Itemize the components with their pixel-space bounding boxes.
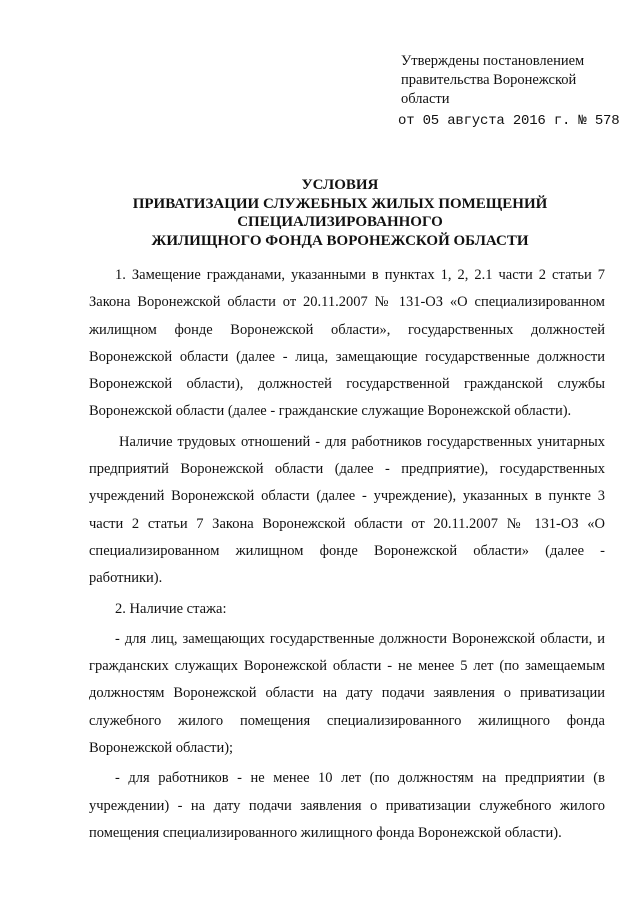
title-line: СПЕЦИАЛИЗИРОВАННОГО <box>237 214 443 230</box>
approval-line: области <box>401 91 450 107</box>
approval-line: правительства Воронежской <box>401 72 577 88</box>
document-title <box>60 176 620 250</box>
title-line: ПРИВАТИЗАЦИИ СЛУЖЕБНЫХ ЖИЛЫХ ПОМЕЩЕНИЙ <box>132 195 548 212</box>
paragraph-item-2: 2. Наличие стажа: <box>115 600 227 617</box>
decree-stamp: от 05 августа 2016 г. № 578 <box>398 113 620 129</box>
approval-line: Утверждены постановлением <box>401 53 585 69</box>
paragraph-bullet-officials: - для лиц, замещающих государственные должности Воронежской области, и гражданских служащих Воронежской области - не менее 5 лет (по замещаемым должностям Воронежской области на дату подачи заявления о приватизации служебного жилого помещения специализированного жилищного фонда Воронежской области); <box>89 630 605 757</box>
approval-note <box>401 52 584 109</box>
paragraph-labor-relations: Наличие трудовых отношений - для работников государственных унитарных предприятий Воронежской области (далее - предприятие), государственных учреждений Воронежской области (далее - учреждение), указанных в пункте 3 части 2 статьи 7 Закона Воронежской области от 20.11.2007 № 131-ОЗ «О специализированном жилищном фонде Воронежской области» (далее - работники). <box>89 433 605 587</box>
title-line: УСЛОВИЯ <box>301 177 379 193</box>
title-line: ЖИЛИЩНОГО ФОНДА ВОРОНЕЖСКОЙ ОБЛАСТИ <box>151 232 529 249</box>
paragraph-bullet-workers: - для работников - не менее 10 лет (по должностям на предприятии (в учреждении) - на дату подачи заявления о приватизации служебного жилого помещения специализированного жилищного фонда Воронежской области). <box>89 770 605 841</box>
document-body <box>89 262 605 850</box>
paragraph-item-1: 1. Замещение гражданами, указанными в пунктах 1, 2, 2.1 части 2 статьи 7 Закона Воронежской области от 20.11.2007 № 131-ОЗ «О специализированном жилищном фонде Воронежской области», государственных должностей Воронежской области (далее - лица, замещающие государственные должности Воронежской области), должностей государственной гражданской службы Воронежской области (далее - гражданские служащие Воронежской области). <box>89 267 605 420</box>
